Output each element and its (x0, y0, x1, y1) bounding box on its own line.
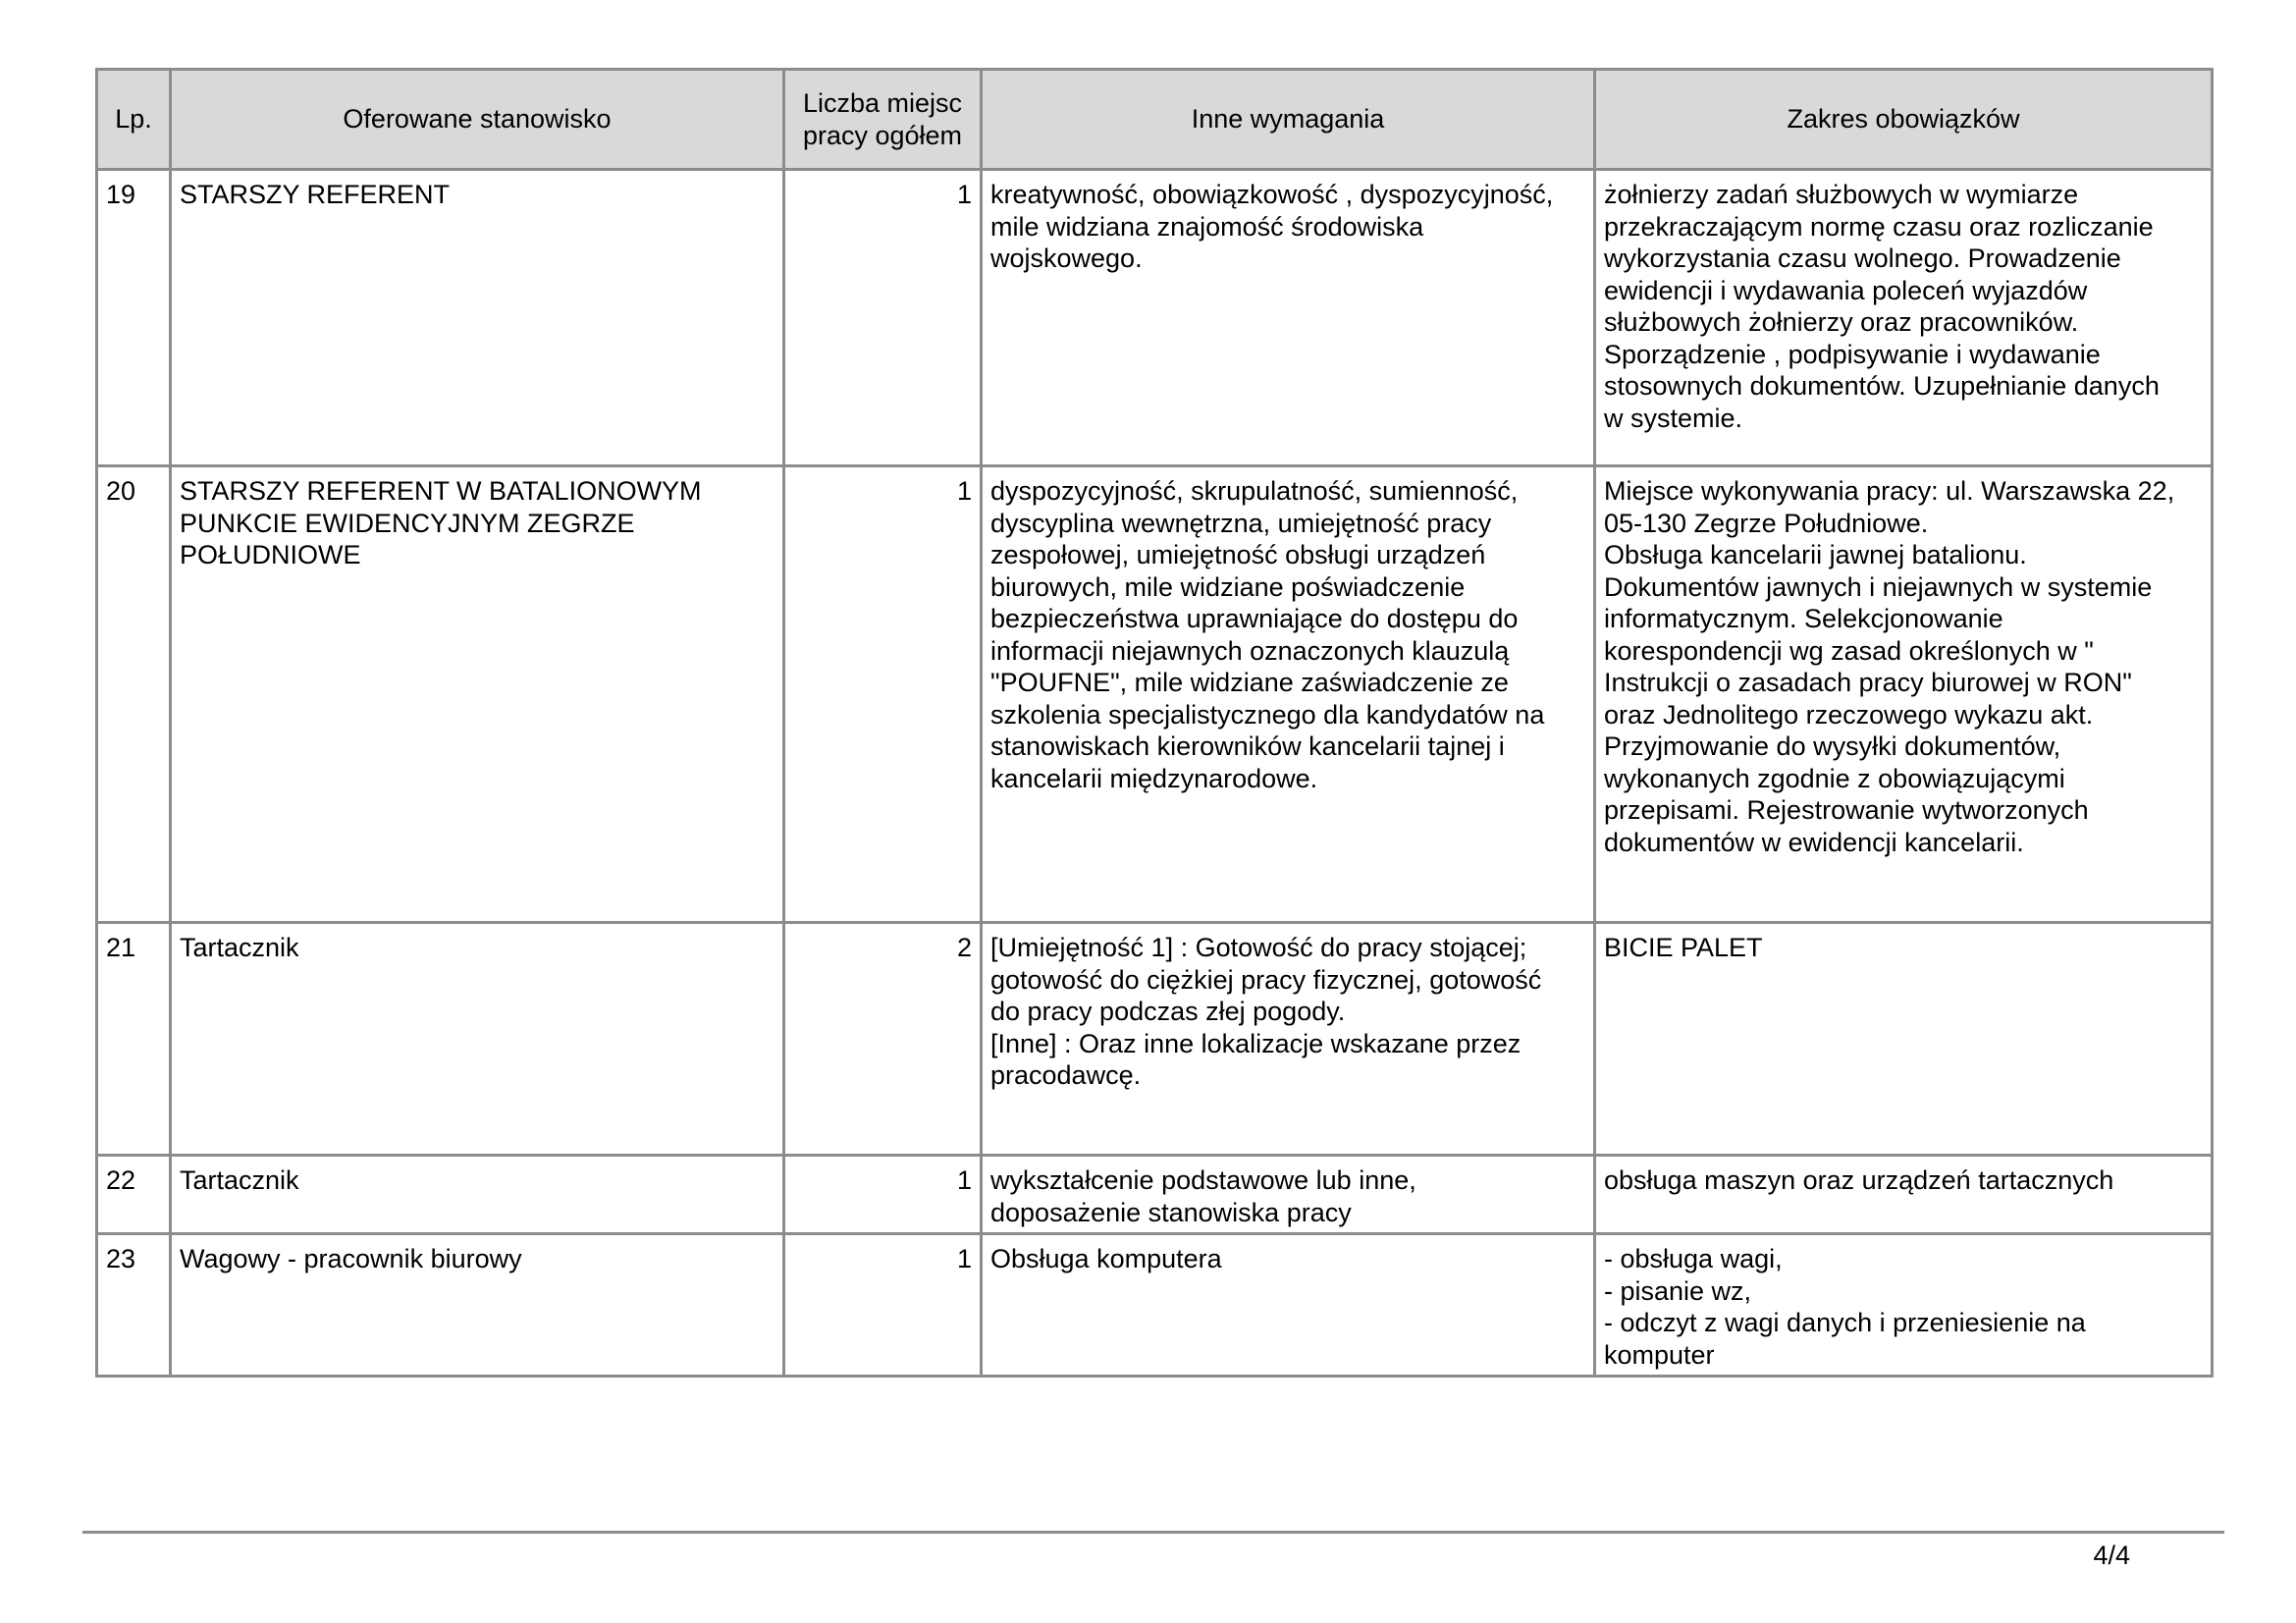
footer-divider (82, 1531, 2224, 1534)
row-duties: BICIE PALET (1595, 923, 2213, 1156)
table-row (97, 1156, 2213, 1234)
row-lp: 20 (97, 466, 171, 923)
row-lp: 19 (97, 170, 171, 466)
table-row (97, 1234, 2213, 1377)
row-lp: 23 (97, 1234, 171, 1377)
job-offers-table (95, 68, 2214, 1378)
header-count-line1: Liczba miejsc (802, 88, 963, 118)
row-duties: - obsługa wagi, - pisanie wz, - odczyt z wagi danych i przeniesienie na komputer (1595, 1234, 2213, 1377)
row-requirements: wykształcenie podstawowe lub inne, doposażenie stanowiska pracy (982, 1156, 1595, 1234)
header-requirements: Inne wymagania (982, 70, 1595, 170)
row-requirements: [Umiejętność 1] : Gotowość do pracy stojącej; gotowość do ciężkiej pracy fizycznej, gotowość do pracy podczas złej pogody. [Inne] : Oraz inne lokalizacje wskazane przez pracodawcę. (982, 923, 1595, 1156)
row-position: STARSZY REFERENT (171, 170, 784, 466)
table-row (97, 466, 2213, 923)
row-count: 2 (784, 923, 982, 1156)
table-row (97, 923, 2213, 1156)
row-requirements: dyspozycyjność, skrupulatność, sumienność, dyscyplina wewnętrzna, umiejętność pracy zespołowej, umiejętność obsługi urządzeń biurowych, mile widziane poświadczenie bezpieczeństwa uprawniające do dostępu do informacji niejawnych oznaczonych klauzulą "POUFNE", mile widziane zaświadczenie ze szkolenia specjalistycznego dla kandydatów na stanowiskach kierowników kancelarii tajnej i kancelarii międzynarodowe. (982, 466, 1595, 923)
header-duties: Zakres obowiązków (1595, 70, 2213, 170)
table-row (97, 170, 2213, 466)
header-position: Oferowane stanowisko (171, 70, 784, 170)
row-count: 1 (784, 466, 982, 923)
row-duties: Miejsce wykonywania pracy: ul. Warszawska 22, 05-130 Zegrze Południowe. Obsługa kancelarii jawnej batalionu. Dokumentów jawnych i niejawnych w systemie informatycznym. Selekcjonowanie korespondencji wg zasad określonych w " Instrukcji o zasadach pracy biurowej w RON" oraz Jednolitego rzeczowego wykazu akt. Przyjmowanie do wysyłki dokumentów, wykonanych zgodnie z obowiązującymi przepisami. Rejestrowanie wytworzonych dokumentów w ewidencji kancelarii. (1595, 466, 2213, 923)
row-position: Tartacznik (171, 923, 784, 1156)
table-header-row (97, 70, 2213, 170)
page-number: 4/4 (2093, 1541, 2130, 1570)
row-requirements: kreatywność, obowiązkowość , dyspozycyjność, mile widziana znajomość środowiska wojskowego. (982, 170, 1595, 466)
header-count (784, 70, 982, 170)
row-lp: 22 (97, 1156, 171, 1234)
header-lp: Lp. (97, 70, 171, 170)
row-duties: żołnierzy zadań służbowych w wymiarze przekraczającym normę czasu oraz rozliczanie wykorzystania czasu wolnego. Prowadzenie ewidencji i wydawania poleceń wyjazdów służbowych żołnierzy oraz pracowników. Sporządzenie , podpisywanie i wydawanie stosownych dokumentów. Uzupełnianie danych w systemie. (1595, 170, 2213, 466)
row-count: 1 (784, 170, 982, 466)
row-count: 1 (784, 1234, 982, 1377)
row-position: Tartacznik (171, 1156, 784, 1234)
row-duties: obsługa maszyn oraz urządzeń tartacznych (1595, 1156, 2213, 1234)
row-position: STARSZY REFERENT W BATALIONOWYM PUNKCIE EWIDENCYJNYM ZEGRZE POŁUDNIOWE (171, 466, 784, 923)
row-count: 1 (784, 1156, 982, 1234)
row-requirements: Obsługa komputera (982, 1234, 1595, 1377)
header-count-line2: pracy ogółem (802, 120, 963, 150)
row-position: Wagowy - pracownik biurowy (171, 1234, 784, 1377)
row-lp: 21 (97, 923, 171, 1156)
